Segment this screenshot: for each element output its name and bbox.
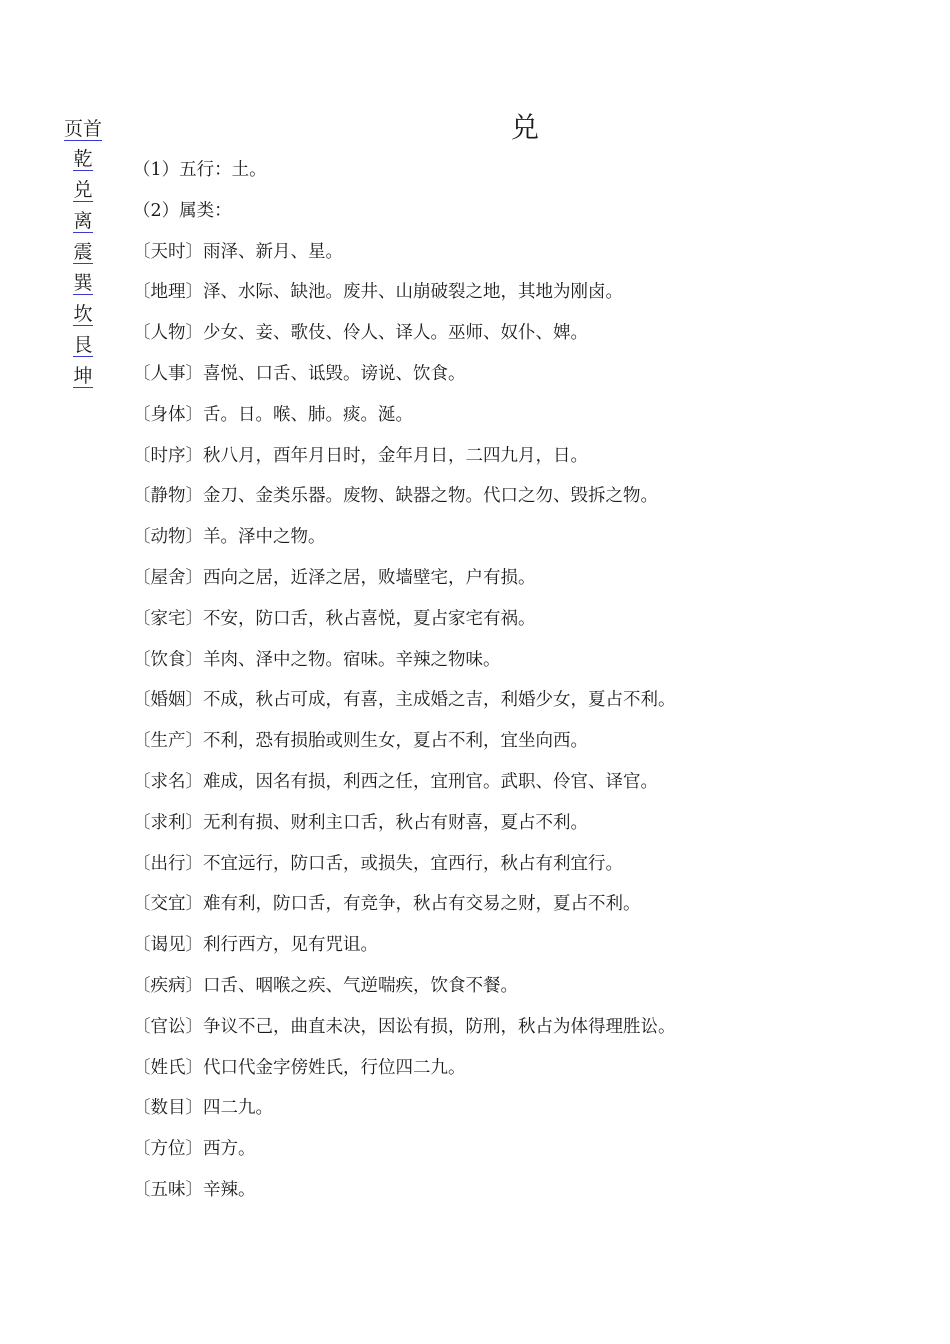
content-line xyxy=(133,564,893,592)
line-text: 辛辣。 xyxy=(203,1179,256,1200)
content-line xyxy=(133,768,893,796)
content-line xyxy=(133,809,893,837)
line-tag: 〔动物〕 xyxy=(133,527,203,548)
line-text: 西向之居，近泽之居，败墙壁宅，户有损。 xyxy=(203,567,536,588)
line-tag: 〔姓氏〕 xyxy=(133,1057,203,1078)
line-text: 不安，防口舌，秋占喜悦，夏占家宅有祸。 xyxy=(203,608,536,629)
line-tag: 〔婚姻〕 xyxy=(133,690,203,711)
line-tag: 〔地理〕 xyxy=(133,282,203,303)
line-text: 争议不己，曲直未决，因讼有损，防刑，秋占为体得理胜讼。 xyxy=(203,1016,676,1037)
nav-link-zhen[interactable]: 震 xyxy=(73,241,93,263)
content-line xyxy=(133,1094,893,1122)
line-tag: 〔身体〕 xyxy=(133,404,203,425)
nav-link-gen[interactable]: 艮 xyxy=(73,334,93,356)
line-text: 不成，秋占可成，有喜，主成婚之吉，利婚少女，夏占不利。 xyxy=(203,690,676,711)
content-line xyxy=(133,1176,893,1204)
page-title: 兑 xyxy=(510,111,539,144)
line-text: 五行：土。 xyxy=(179,160,267,180)
content-line xyxy=(133,1013,893,1041)
content-line xyxy=(133,605,893,633)
content-line xyxy=(133,278,893,306)
line-text: 雨泽、新月、星。 xyxy=(203,241,343,262)
content-line xyxy=(133,1135,893,1163)
line-text: 不利，恐有损胎或则生女，夏占不利，宜坐向西。 xyxy=(203,731,588,752)
line-tag: 〔数目〕 xyxy=(133,1098,203,1119)
line-text: 秋八月，酉年月日时，金年月日，二四九月，日。 xyxy=(203,445,588,466)
line-tag: 〔官讼〕 xyxy=(133,1016,203,1037)
nav-link-kun[interactable]: 坤 xyxy=(73,365,93,387)
content-line xyxy=(133,727,893,755)
line-tag: 〔人物〕 xyxy=(133,323,203,344)
content-line xyxy=(133,401,893,429)
line-text: 西方。 xyxy=(203,1139,256,1160)
content-line xyxy=(133,972,893,1000)
nav-link-dui[interactable]: 兑 xyxy=(73,179,93,201)
line-tag: 〔屋舍〕 xyxy=(133,567,203,588)
line-text: 无利有损、财利主口舌，秋占有财喜，夏占不利。 xyxy=(203,812,588,833)
line-tag: 〔交宜〕 xyxy=(133,894,203,915)
content-line xyxy=(133,523,893,551)
content-line xyxy=(133,197,893,225)
line-tag: 〔方位〕 xyxy=(133,1139,203,1160)
line-text: 口舌、咽喉之疾、气逆喘疾，饮食不餐。 xyxy=(203,975,518,996)
line-text: 代口代金字傍姓氏，行位四二九。 xyxy=(203,1057,466,1078)
content-line xyxy=(133,686,893,714)
line-text: 金刀、金类乐器。废物、缺器之物。代口之勿、毁拆之物。 xyxy=(203,486,658,507)
content-line xyxy=(133,442,893,470)
line-tag: 〔求名〕 xyxy=(133,771,203,792)
nav-link-li[interactable]: 离 xyxy=(73,210,93,232)
line-tag: 〔天时〕 xyxy=(133,241,203,262)
content-line xyxy=(133,360,893,388)
line-tag: 〔五味〕 xyxy=(133,1179,203,1200)
line-tag: （1） xyxy=(133,160,180,180)
content-body xyxy=(133,156,893,1217)
line-tag: 〔谒见〕 xyxy=(133,935,203,956)
content-line xyxy=(133,319,893,347)
content-line xyxy=(133,931,893,959)
content-line xyxy=(133,646,893,674)
line-text: 舌。日。喉、肺。痰。涎。 xyxy=(203,404,413,425)
content-line xyxy=(133,238,893,266)
line-text: 属类： xyxy=(179,200,232,221)
line-text: 少女、妾、歌伎、伶人、译人。巫师、奴仆、婢。 xyxy=(203,323,588,344)
line-text: 难有利，防口舌，有竞争，秋占有交易之财，夏占不利。 xyxy=(203,894,641,915)
line-tag: 〔生产〕 xyxy=(133,731,203,752)
line-tag: 〔求利〕 xyxy=(133,812,203,833)
line-tag: 〔人事〕 xyxy=(133,363,203,384)
line-text: 羊。泽中之物。 xyxy=(203,527,326,548)
side-nav xyxy=(62,118,104,396)
line-tag: 〔家宅〕 xyxy=(133,608,203,629)
line-tag: （2） xyxy=(133,200,180,221)
content-line xyxy=(133,482,893,510)
line-text: 不宜远行，防口舌，或损失，宜西行，秋占有利宜行。 xyxy=(203,853,623,874)
content-line xyxy=(133,1054,893,1082)
content-line xyxy=(133,890,893,918)
nav-link-xun[interactable]: 巽 xyxy=(73,272,93,294)
line-text: 四二九。 xyxy=(203,1098,273,1119)
nav-link-home[interactable]: 页首 xyxy=(63,118,102,140)
content-line xyxy=(133,156,893,184)
line-tag: 〔疾病〕 xyxy=(133,975,203,996)
nav-link-qian[interactable]: 乾 xyxy=(73,148,93,170)
line-tag: 〔静物〕 xyxy=(133,486,203,507)
content-line xyxy=(133,850,893,878)
line-tag: 〔饮食〕 xyxy=(133,649,203,670)
line-text: 利行西方，见有咒诅。 xyxy=(203,935,378,956)
line-text: 泽、水际、缺池。废井、山崩破裂之地，其地为刚卤。 xyxy=(203,282,623,303)
line-text: 羊肉、泽中之物。宿味。辛辣之物味。 xyxy=(203,649,501,670)
line-tag: 〔时序〕 xyxy=(133,445,203,466)
nav-link-kan[interactable]: 坎 xyxy=(73,303,93,325)
line-tag: 〔出行〕 xyxy=(133,853,203,874)
line-text: 喜悦、口舌、诋毁。谤说、饮食。 xyxy=(203,363,466,384)
line-text: 难成，因名有损，利西之任，宜刑官。武职、伶官、译官。 xyxy=(203,771,658,792)
